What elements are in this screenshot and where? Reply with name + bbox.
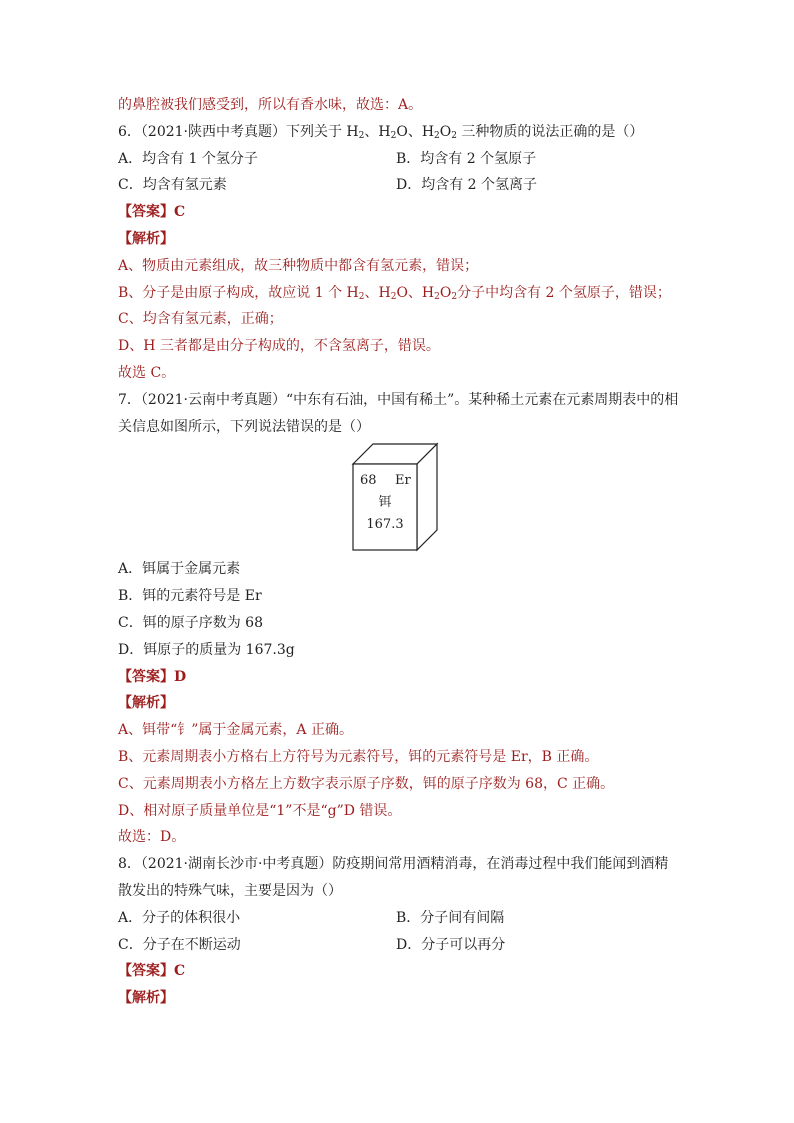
- q7-analysis-b: B、元素周期表小方格右上方符号为元素符号，铒的元素符号是 Er，B 正确。: [118, 748, 599, 765]
- q7-answer: 【答案】D: [118, 668, 187, 685]
- q8-stem-line-1: 8．（2021·湖南长沙市·中考真题）防疫期间常用酒精消毒，在消毒过程中我们能闻到酒精: [118, 856, 669, 873]
- element-name: 铒: [378, 495, 392, 511]
- q7-analysis-a: A、铒带“钅”属于金属元素，A 正确。: [118, 722, 353, 739]
- q6-answer: 【答案】C: [118, 204, 186, 221]
- q8-option-d: D．分子可以再分: [396, 936, 506, 953]
- q6-analysis-b: B、分子是由原子构成，故应说 1 个 $H_2$、$H_2O$、$H_2O_2$分子中均含有 2 个氢原子，错误；: [118, 284, 671, 302]
- q6-conclusion: 故选 C。: [118, 364, 176, 381]
- q8-option-a: A．分子的体积很小: [118, 909, 241, 926]
- element-cube-figure: [351, 440, 441, 552]
- q6-option-d: D．均含有 2 个氢离子: [396, 177, 538, 194]
- q7-option-a: A．铒属于金属元素: [118, 561, 241, 578]
- q7-stem-line-1: 7．（2021·云南中考真题）“中东有石油，中国有稀土”。某种稀土元素在元素周期表中的相: [118, 391, 679, 408]
- q7-option-d: D．铒原子的质量为 167.3g: [118, 641, 295, 658]
- q8-option-c: C．分子在不断运动: [118, 936, 241, 953]
- q8-answer: 【答案】C: [118, 963, 186, 980]
- q7-analysis-d: D、相对原子质量单位是“1”不是“g”D 错误。: [118, 802, 402, 819]
- q6-stem: 6．（2021·陕西中考真题）下列关于 $H_2$、$H_2O$、$H_2O_2$ 三种物质的说法正确的是（）: [118, 123, 644, 141]
- q8-option-b: B．分子间有间隔: [396, 909, 505, 926]
- q8-stem-line-2: 散发出的特殊气味，主要是因为（）: [118, 882, 342, 899]
- q8-options-row-1: [118, 905, 678, 932]
- q6-options-row-2: [118, 172, 678, 199]
- element-symbol: Er: [395, 473, 411, 489]
- q7-stem-line-2: 关信息如图所示，下列说法错误的是（）: [118, 418, 370, 435]
- q7-analysis-c: C、元素周期表小方格左上方数字表示原子序数，铒的原子序数为 68，C 正确。: [118, 775, 615, 792]
- q6-options-row-1: [118, 146, 678, 173]
- q8-options-row-2: [118, 932, 678, 959]
- q6-analysis-title: 【解析】: [118, 230, 174, 247]
- q7-analysis-title: 【解析】: [118, 695, 174, 712]
- q6-option-a: A．均含有 1 个氢分子: [118, 150, 258, 167]
- element-number: 68: [360, 473, 377, 489]
- q7-conclusion: 故选：D。: [118, 829, 186, 846]
- lead-text: 的鼻腔被我们感受到，所以有香水味，故选：A。: [118, 97, 423, 113]
- q6-analysis-a: A、物质由元素组成，故三种物质中都含有氢元素，错误；: [118, 257, 479, 274]
- q7-option-b: B．铒的元素符号是 Er: [118, 588, 262, 605]
- element-mass: 167.3: [366, 517, 404, 533]
- q6-analysis-c: C、均含有氢元素，正确；: [118, 311, 283, 328]
- document-content: [118, 92, 678, 1012]
- q7-option-c: C．铒的原子序数为 68: [118, 614, 263, 631]
- element-figure: [118, 440, 678, 556]
- q6-option-b: B．均含有 2 个氢原子: [396, 150, 537, 167]
- q8-analysis-title: 【解析】: [118, 990, 174, 1007]
- q6-option-c: C．均含有氢元素: [118, 177, 227, 194]
- q6-analysis-d: D、H 三者都是由分子构成的，不含氢离子，错误。: [118, 338, 440, 355]
